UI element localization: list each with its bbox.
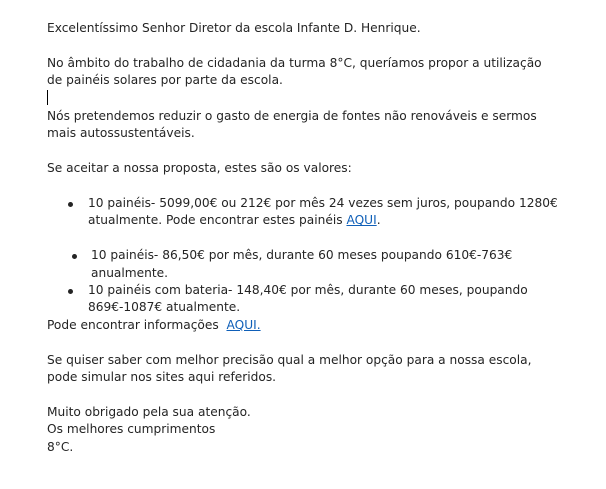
proposal-line: Se aceitar a nossa proposta, estes são os valores:: [47, 161, 352, 176]
list-item-line-1: 10 painéis com bateria- 148,40€ por mês, durante 60 meses, poupando: [88, 283, 528, 298]
list-item-text-end: .: [376, 213, 381, 228]
price-list: [47, 195, 567, 317]
signature-line: 8°C.: [47, 439, 74, 454]
info-line: [47, 317, 567, 334]
closing-line-2: pode simular nos sites aqui referidos.: [47, 370, 277, 385]
list-item-line-1: 10 painéis- 86,50€ por mês, durante 60 meses poupando 610€-763€: [91, 248, 513, 263]
list-item: [47, 282, 567, 317]
info-text: Pode encontrar informações: [47, 317, 227, 332]
goal-line-1: Nós pretendemos reduzir o gasto de energia de fontes não renováveis e sermos: [47, 109, 537, 124]
info-aqui-link[interactable]: AQUI.: [226, 317, 261, 332]
list-item: [47, 195, 567, 230]
text-cursor: [47, 90, 48, 105]
list-item: [47, 247, 567, 282]
blank-line: [47, 37, 567, 54]
blank-line: [47, 334, 567, 351]
closing-line-1: Se quiser saber com melhor precisão qual a melhor opção para a nossa escola,: [47, 352, 532, 367]
bullet-icon: [72, 254, 77, 259]
blank-line: [47, 386, 567, 403]
list-item-text: atualmente. Pode encontrar estes painéis: [88, 213, 347, 228]
list-item-line-2: [88, 212, 567, 229]
blank-line: [47, 143, 567, 160]
bullet-icon: [68, 289, 73, 294]
greeting-line: Excelentíssimo Senhor Diretor da escola Infante D. Henrique.: [47, 21, 421, 35]
blank-line: [47, 230, 567, 247]
thanks-line: Muito obrigado pela sua atenção.: [47, 404, 251, 419]
list-item-line-1: 10 painéis- 5099,00€ ou 212€ por mês 24 vezes sem juros, poupando 1280€: [88, 196, 558, 211]
email-body[interactable]: [47, 20, 567, 456]
intro-line-2: de painéis solares por parte da escola.: [47, 73, 283, 88]
aqui-link[interactable]: AQUI: [346, 213, 377, 228]
blank-line: [47, 178, 567, 195]
regards-line: Os melhores cumprimentos: [47, 422, 216, 437]
list-item-line-2: 869€-1087€ atualmente.: [88, 300, 241, 315]
cursor-line: [47, 90, 567, 108]
goal-line-2: mais autossustentáveis.: [47, 126, 195, 141]
intro-line-1: No âmbito do trabalho de cidadania da turma 8°C, queríamos propor a utilização: [47, 55, 542, 70]
list-item-line-2: anualmente.: [91, 265, 169, 280]
bullet-icon: [68, 202, 73, 207]
